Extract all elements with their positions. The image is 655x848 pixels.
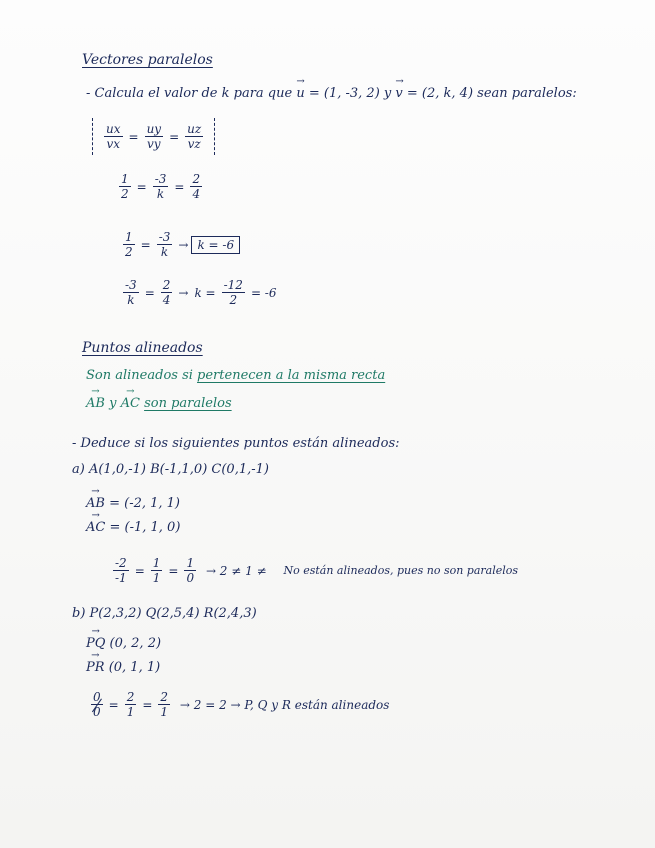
denominator: k xyxy=(127,293,135,307)
points-b: P(2,3,2) Q(2,5,4) R(2,4,3) xyxy=(89,606,257,621)
fraction xyxy=(157,230,173,259)
denominator: -1 xyxy=(115,571,127,585)
ratio-formula xyxy=(92,118,215,155)
boxed-result: k = -6 xyxy=(191,236,240,254)
denominator: 1 xyxy=(126,705,135,719)
pq-value: (0, 2, 2) xyxy=(109,636,162,651)
denominator: 2 xyxy=(229,293,238,307)
parallel-line xyxy=(86,396,232,411)
fraction xyxy=(119,172,131,201)
numerator: -3 xyxy=(158,230,171,244)
vector-ac-a: → AC xyxy=(86,520,105,535)
exercise-b-points xyxy=(72,606,257,621)
vector-ab-a: → AB xyxy=(86,496,105,511)
ac-value: = (-1, 1, 0) xyxy=(109,520,181,535)
fraction xyxy=(125,690,137,719)
arrow-icon: → xyxy=(178,237,189,252)
step-1: $\frac{1}{2}$ = $\frac{-3}{k}$ = $\frac{2}{4}$ xyxy=(121,172,201,201)
crossed-fraction xyxy=(91,690,103,719)
k-equals: k = xyxy=(194,285,216,300)
task-line-1 xyxy=(86,86,577,101)
section-title-puntos: Puntos alineados xyxy=(82,340,203,356)
b-fraction-line: $\frac{0}{0}$ = $\frac{2}{1}$ = $\frac{2}{1}$ → 2 = 2 → P, Q y R están alineados xyxy=(93,690,390,719)
a-result: → 2 ≠ 1 ≠ xyxy=(205,563,267,578)
numerator: -12 xyxy=(223,278,243,292)
b-result: → 2 = 2 → P, Q y R están alineados xyxy=(179,697,390,712)
task-suffix: sean paralelos: xyxy=(477,86,577,101)
numerator: -2 xyxy=(115,556,127,570)
ac-vector-line xyxy=(86,520,180,535)
numerator: uy xyxy=(146,122,162,136)
numerator: 1 xyxy=(186,556,195,570)
fraction xyxy=(104,122,123,151)
fraction xyxy=(222,278,245,307)
numerator: 2 xyxy=(126,690,135,704)
numerator: -3 xyxy=(125,278,137,292)
ratio-box: $\frac{ux}{vx}$ = $\frac{uy}{vy}$ = $\frac{uz}{vz}$ xyxy=(92,118,215,155)
fraction xyxy=(153,172,169,201)
definition-line xyxy=(86,368,385,383)
vector-ab: → AB xyxy=(86,396,105,411)
fraction xyxy=(113,556,129,585)
pq-vector-line xyxy=(86,636,161,651)
numerator: 0 xyxy=(93,690,101,704)
a-fraction-line: $\frac{-2}{-1}$ = $\frac{1}{1}$ = $\frac{1}{0}$ → 2 ≠ 1 ≠ No están alineados, pues no son paralelos xyxy=(115,556,519,585)
numerator: 1 xyxy=(125,230,133,244)
section-title-vectores: Vectores paralelos xyxy=(82,52,213,68)
fraction xyxy=(123,278,139,307)
denominator: vz xyxy=(187,137,201,151)
numerator: 2 xyxy=(192,172,201,186)
vector-pq: → PQ xyxy=(86,636,105,651)
fraction xyxy=(184,556,196,585)
v-definition: = (2, k, 4) xyxy=(406,86,474,101)
denominator: 0 xyxy=(93,705,101,719)
exercise-a-points xyxy=(72,462,269,477)
fraction xyxy=(161,278,173,307)
step-2: $\frac{1}{2}$ = $\frac{-3}{k}$ → k = -6 xyxy=(120,230,240,259)
vector-u: → u xyxy=(296,86,304,101)
ab-vector-line xyxy=(86,496,180,511)
fraction xyxy=(123,230,135,259)
denominator: 1 xyxy=(160,705,169,719)
fraction xyxy=(190,172,202,201)
arrow-icon: → xyxy=(178,285,189,300)
y-word: y xyxy=(109,396,117,411)
a-conclusion: No están alineados, pues no son paralelos xyxy=(283,564,519,577)
fraction xyxy=(145,122,164,151)
denominator: 2 xyxy=(121,187,129,201)
numerator: ux xyxy=(106,122,121,136)
denominator: 4 xyxy=(192,187,201,201)
numerator: 2 xyxy=(162,278,171,292)
vector-ac: → AC xyxy=(121,396,140,411)
points-a: A(1,0,-1) B(-1,1,0) C(0,1,-1) xyxy=(88,462,269,477)
denominator: 2 xyxy=(125,245,133,259)
ab-value: = (-2, 1, 1) xyxy=(109,496,180,511)
numerator: -3 xyxy=(154,172,167,186)
fraction xyxy=(151,556,163,585)
denominator: 4 xyxy=(162,293,171,307)
label-b: b) xyxy=(72,606,86,621)
u-definition: = (1, -3, 2) xyxy=(308,86,380,101)
final-value: = -6 xyxy=(250,285,277,300)
task-prefix: - Calcula el valor de k para que xyxy=(86,86,293,101)
pr-vector-line xyxy=(86,660,160,675)
numerator: 2 xyxy=(160,690,169,704)
fraction xyxy=(158,690,170,719)
denominator: vx xyxy=(106,137,121,151)
parallel-text: son paralelos xyxy=(144,396,232,411)
denominator: 0 xyxy=(186,571,195,585)
vector-v: → v xyxy=(395,86,402,101)
vector-pr: → PR xyxy=(86,660,105,675)
numerator: 1 xyxy=(121,172,129,186)
pr-value: (0, 1, 1) xyxy=(108,660,161,675)
fraction xyxy=(185,122,203,151)
denominator: k xyxy=(156,187,165,201)
label-a: a) xyxy=(72,462,85,477)
definition-prefix: Son alineados si xyxy=(86,368,193,383)
numerator: uz xyxy=(187,122,202,136)
and-word: y xyxy=(383,86,392,101)
denominator: k xyxy=(160,245,169,259)
task-line-2: - Deduce si los siguientes puntos están alineados: xyxy=(72,436,400,451)
denominator: vy xyxy=(147,137,161,151)
definition-underlined: pertenecen a la misma recta xyxy=(197,368,386,383)
numerator: 1 xyxy=(152,556,161,570)
denominator: 1 xyxy=(152,571,161,585)
step-3: $\frac{-3}{k}$ = $\frac{2}{4}$ → k = $\frac{-12}{2}$ = -6 xyxy=(125,278,277,307)
